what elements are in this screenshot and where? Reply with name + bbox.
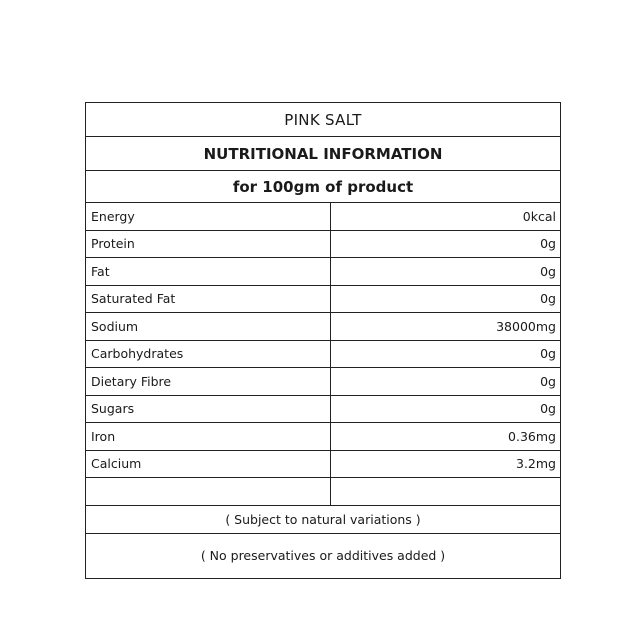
nutrient-value: 0g (540, 373, 556, 389)
nutrient-value: 0g (540, 263, 556, 279)
serving-basis: for 100gm of product (86, 171, 560, 203)
nutrient-name: Carbohydrates (86, 341, 331, 368)
nutrient-name: Fat (86, 258, 331, 285)
panel-heading: NUTRITIONAL INFORMATION (86, 137, 560, 171)
nutrient-value: 0g (540, 346, 556, 362)
nutrient-row (86, 313, 560, 341)
nutrient-value: 0kcal (522, 208, 556, 224)
nutrient-name: Calcium (86, 451, 331, 478)
preservatives-note: ( No preservatives or additives added ) (200, 548, 446, 563)
nutrition-panel (85, 102, 561, 579)
nutrient-row (86, 203, 560, 231)
nutrient-row (86, 368, 560, 396)
nutrient-name: Protein (86, 231, 331, 258)
nutrient-value: 0g (540, 236, 556, 252)
nutrient-value: 38000mg (496, 318, 556, 334)
nutrient-row (86, 396, 560, 424)
nutrient-row (86, 286, 560, 314)
nutrient-name: Energy (86, 203, 331, 230)
nutrient-row (86, 341, 560, 369)
nutrient-name: Saturated Fat (86, 286, 331, 313)
nutrient-value: 0g (540, 401, 556, 417)
nutrient-name: Dietary Fibre (86, 368, 331, 395)
nutrient-name: Sugars (86, 396, 331, 423)
nutrient-row (86, 258, 560, 286)
variation-note: ( Subject to natural variations ) (86, 506, 560, 534)
nutrient-name: Iron (86, 423, 331, 450)
empty-row (86, 478, 560, 506)
nutrient-row (86, 451, 560, 479)
nutrient-value: 3.2mg (516, 456, 556, 472)
nutrient-value: 0g (540, 291, 556, 307)
nutrient-name: Sodium (86, 313, 331, 340)
nutrient-row (86, 423, 560, 451)
nutrient-value (331, 478, 560, 505)
nutrient-row (86, 231, 560, 259)
nutrient-name (86, 478, 331, 505)
product-name: PINK SALT (86, 103, 560, 137)
nutrient-value: 0.36mg (508, 428, 556, 444)
nutrient-table (86, 203, 560, 506)
